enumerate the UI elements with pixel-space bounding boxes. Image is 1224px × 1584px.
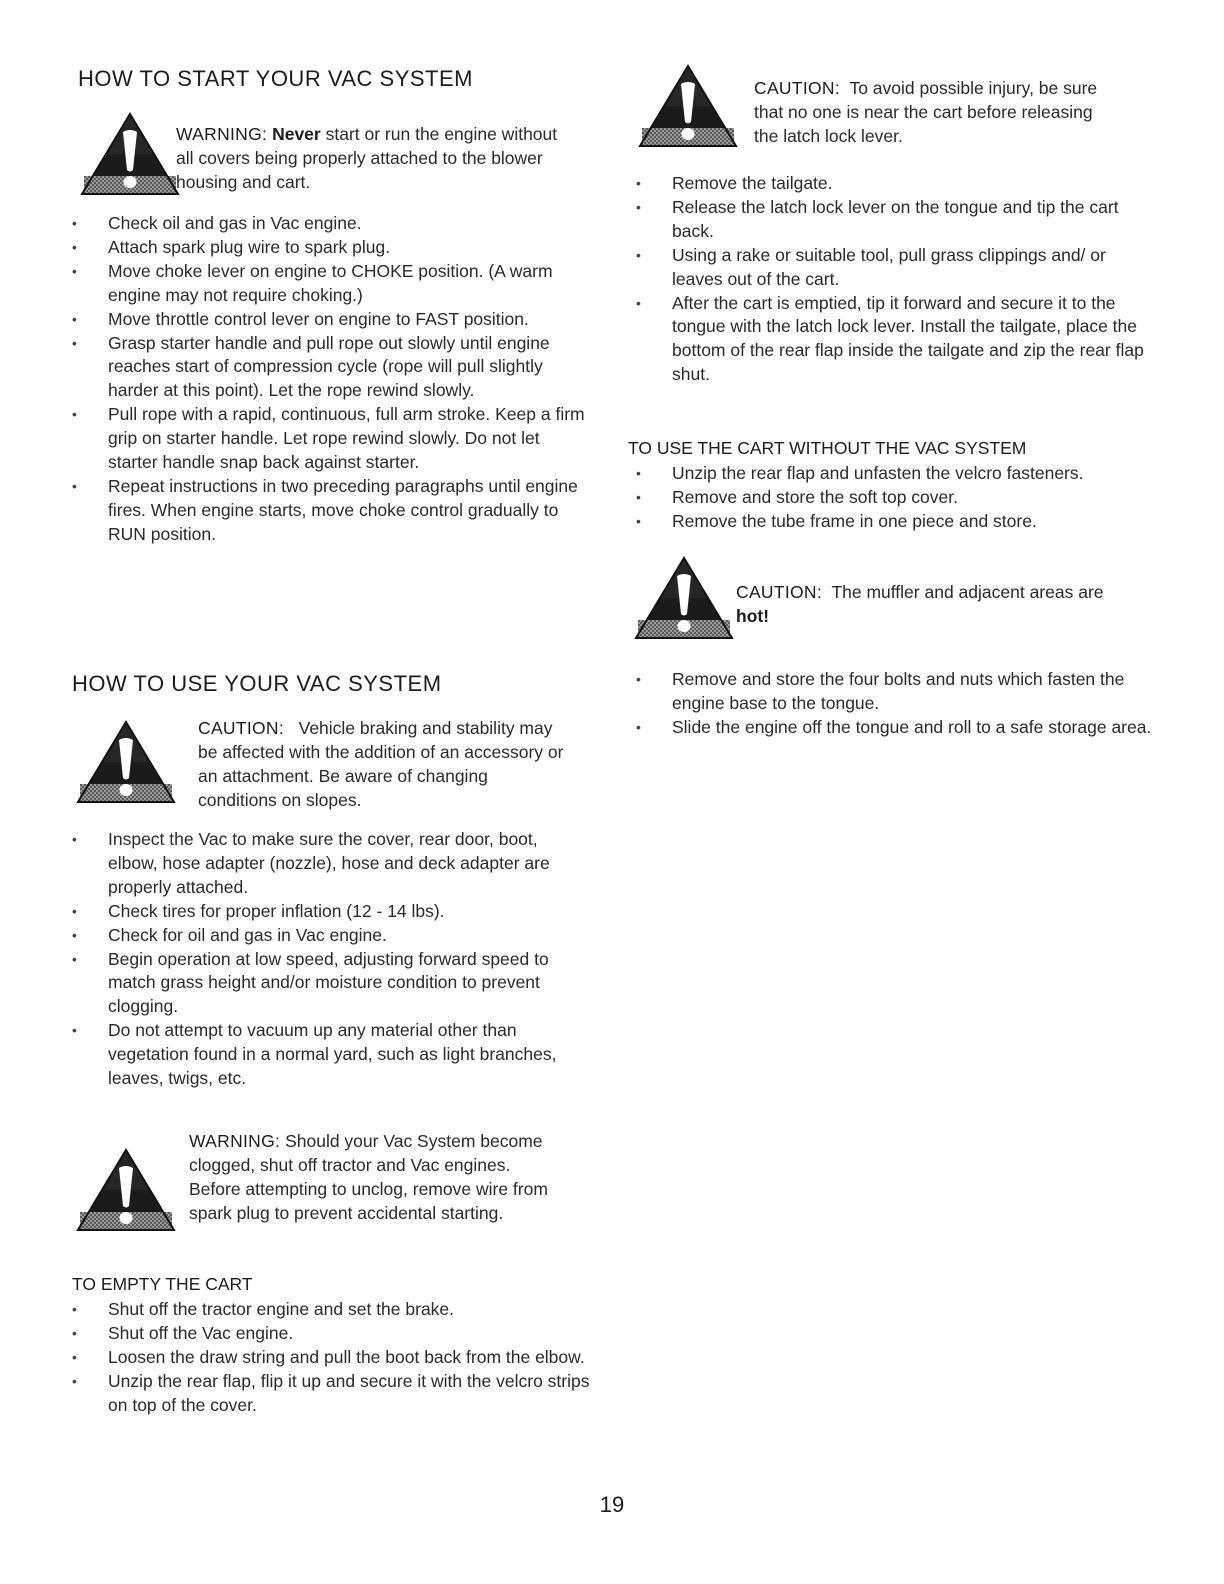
list-item: • Remove the tailgate. xyxy=(636,172,1154,196)
empty-cart-title: TO EMPTY THE CART xyxy=(72,1274,253,1294)
bullet-icon: • xyxy=(72,926,77,943)
bullet-icon: • xyxy=(72,1348,77,1365)
caution-text: The muffler and adjacent areas are xyxy=(831,582,1104,602)
list-item: • Slide the engine off the tongue and roll to a safe storage area. xyxy=(636,716,1154,740)
caution-label: CAUTION: xyxy=(198,718,285,738)
list-item: • Check for oil and gas in Vac engine. xyxy=(72,924,592,948)
bullet-icon: • xyxy=(72,477,77,494)
page-number: 19 xyxy=(599,1492,625,1517)
list-item: • Check oil and gas in Vac engine. xyxy=(72,212,592,236)
start-warning xyxy=(176,122,576,194)
list-item: • Grasp starter handle and pull rope out slowly until engine reaches start of compression cycle (rope will pull slightly harder at this point). Let the rope rewind slowly. xyxy=(72,332,550,401)
bullet-icon: • xyxy=(72,310,77,327)
warning-triangle-icon xyxy=(76,720,176,804)
list-item: • Using a rake or suitable tool, pull grass clippings and/ or leaves out of the cart. xyxy=(636,244,1106,289)
clog-warning xyxy=(189,1129,561,1225)
bullet-icon: • xyxy=(636,465,641,481)
list-item: • Move throttle control lever on engine to FAST position. xyxy=(72,308,592,332)
bullet-icon: • xyxy=(636,671,641,687)
list-item: • Release the latch lock lever on the tongue and tip the cart back. xyxy=(636,196,1119,241)
use-section-title: HOW TO USE YOUR VAC SYSTEM xyxy=(72,671,442,696)
start-section-title: HOW TO START YOUR VAC SYSTEM xyxy=(78,66,473,91)
bullet-icon: • xyxy=(72,1372,77,1389)
caution-text: To avoid possible injury, be sure that no one is near the cart before releasing the latch lock lever. xyxy=(754,78,1098,146)
list-item: • Shut off the tractor engine and set the brake. xyxy=(72,1298,592,1322)
bullet-icon: • xyxy=(72,902,77,919)
warning-triangle-icon xyxy=(80,112,180,196)
use-caution xyxy=(198,716,570,812)
warning-text: Should your Vac System become clogged, shut off tractor and Vac engines. Before attempting to unclog, remove wire from spark plug to prevent accidental starting. xyxy=(189,1131,548,1223)
without-vac-title: TO USE THE CART WITHOUT THE VAC SYSTEM xyxy=(628,438,1027,458)
bullet-icon: • xyxy=(636,294,641,311)
list-item: • Remove and store the soft top cover. xyxy=(636,486,1154,510)
list-item: • Pull rope with a rapid, continuous, full arm stroke. Keep a firm grip on starter handle. Let rope rewind slowly. Do not let starter handle snap back against starter. xyxy=(72,404,585,473)
bullet-icon: • xyxy=(72,950,77,967)
bullet-icon: • xyxy=(72,262,77,279)
warning-triangle-icon xyxy=(638,64,738,148)
warning-text: start or run the engine without all covers being properly attached to the blower housing and cart. xyxy=(176,124,558,192)
bullet-icon: • xyxy=(72,1324,77,1341)
bullet-icon: • xyxy=(72,1301,77,1317)
list-item: • Repeat instructions in two preceding paragraphs until engine fires. When engine starts, move choke control gradually to RUN position. xyxy=(72,475,578,544)
list-item: • Shut off the Vac engine. xyxy=(72,1322,592,1346)
bullet-icon: • xyxy=(636,175,641,191)
muffler-caution xyxy=(736,580,1136,628)
list-item: • Check tires for proper inflation (12 - 14 lbs). xyxy=(72,900,592,924)
remove-engine-steps-list xyxy=(636,668,1154,740)
bullet-icon: • xyxy=(636,246,641,263)
bullet-icon: • xyxy=(72,406,77,423)
list-item: • Attach spark plug wire to spark plug. xyxy=(72,236,592,260)
bullet-icon: • xyxy=(636,488,641,505)
bullet-icon: • xyxy=(72,831,77,847)
empty-steps-list xyxy=(72,1298,592,1418)
caution-text: Vehicle braking and stability may be affected with the addition of an accessory or an attachment. Be aware of changing conditions on slopes. xyxy=(198,718,564,810)
list-item: • Remove the tube frame in one piece and store. xyxy=(636,510,1154,534)
warning-triangle-icon xyxy=(634,556,734,640)
list-item: • Move choke lever on engine to CHOKE position. (A warm engine may not require choking.) xyxy=(72,260,553,305)
bullet-icon: • xyxy=(72,238,77,255)
list-item: • Unzip the rear flap and unfasten the velcro fasteners. xyxy=(636,462,1154,486)
empty-steps-continued-list xyxy=(636,172,1154,387)
bullet-icon: • xyxy=(72,215,77,231)
without-vac-steps-list xyxy=(636,462,1154,534)
use-steps-list xyxy=(72,828,592,1091)
list-item: • Do not attempt to vacuum up any material other than vegetation found in a normal yard, such as light branches, leaves, twigs, etc. xyxy=(72,1020,557,1089)
bullet-icon: • xyxy=(72,1022,77,1039)
list-item: • Remove and store the four bolts and nuts which fasten the engine base to the tongue. xyxy=(636,669,1125,713)
list-item: • Inspect the Vac to make sure the cover, rear door, boot, elbow, hose adapter (nozzle), hose and deck adapter are properly attached. xyxy=(72,829,550,897)
warning-emphasis: Never xyxy=(272,124,321,144)
bullet-icon: • xyxy=(636,718,641,735)
caution-label: CAUTION: xyxy=(736,582,823,602)
list-item: • Unzip the rear flap, flip it up and secure it with the velcro strips on top of the cover. xyxy=(72,1370,590,1415)
caution-emphasis: hot! xyxy=(736,606,770,626)
list-item: • Begin operation at low speed, adjusting forward speed to match grass height and/or moisture condition to prevent clogging. xyxy=(72,948,549,1017)
list-item: • Loosen the draw string and pull the boot back from the elbow. xyxy=(72,1346,592,1370)
warning-triangle-icon xyxy=(76,1148,176,1232)
list-item: • After the cart is emptied, tip it forward and secure it to the tongue with the latch lock lever. Install the tailgate, place the bottom of the rear flap inside the tailgate and zip the rear flap shut. xyxy=(636,292,1144,385)
warning-label: WARNING: xyxy=(189,1131,281,1151)
warning-label: WARNING: xyxy=(176,124,268,144)
bullet-icon: • xyxy=(636,198,641,215)
start-steps-list xyxy=(72,212,592,547)
caution-label: CAUTION: xyxy=(754,78,841,98)
bullet-icon: • xyxy=(636,512,641,529)
bullet-icon: • xyxy=(72,334,77,351)
latch-caution xyxy=(754,76,1114,148)
